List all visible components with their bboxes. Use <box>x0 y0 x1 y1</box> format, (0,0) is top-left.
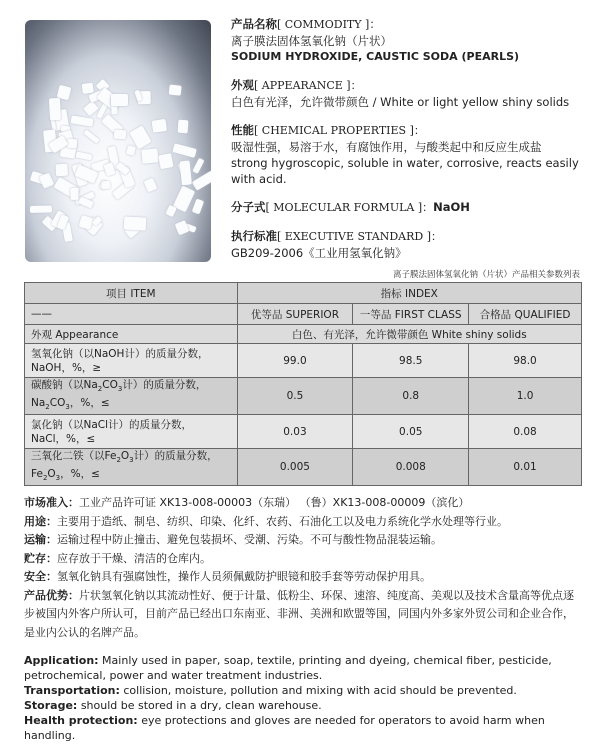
fe2o3-sub: 3 <box>129 456 134 465</box>
appearance-label-zh: 外观 <box>231 78 254 92</box>
flake-shape <box>70 188 79 201</box>
nacl-label-line1: 氯化钠（以NaCl计）的质量分数， <box>31 418 193 431</box>
fe2o3-sub: 2 <box>42 474 48 483</box>
appearance-label: 外观 Appearance <box>25 325 238 344</box>
naoh-qualified: 98.0 <box>469 344 582 378</box>
advantage-line <box>24 587 584 606</box>
commodity-colon: ： <box>369 17 381 31</box>
table-row <box>25 415 582 449</box>
flake-shape <box>49 98 61 121</box>
use-label: 用途： <box>24 514 57 528</box>
na2co3-label <box>25 378 238 415</box>
table-header-row <box>25 283 582 304</box>
flake-shape <box>192 158 204 174</box>
appearance-label-en: [ APPEARANCE ]： <box>254 79 362 92</box>
flake-shape <box>30 206 52 213</box>
fe2o3-first: 0.008 <box>353 449 469 486</box>
storage-line <box>24 550 584 569</box>
na2co3-sub: 2 <box>97 385 103 394</box>
na2co3-qualified: 1.0 <box>469 378 582 415</box>
flake-shape <box>70 115 93 127</box>
fe2o3-sub: 2 <box>116 456 121 465</box>
flake-shape <box>175 220 190 235</box>
na2co3-sub: 3 <box>65 403 70 412</box>
fe2o3-text: 计）的质量分数， <box>133 450 218 463</box>
na2co3-text: CO <box>102 379 118 391</box>
market-access-line <box>24 494 584 513</box>
appearance-row-value: 白色、有光泽，允许微带颜色 White shiny solids <box>237 325 581 344</box>
product-info <box>231 16 591 273</box>
fe2o3-text: O <box>47 468 56 481</box>
chemical-properties-block <box>231 122 591 187</box>
flake-shape <box>81 83 94 95</box>
transportation-line <box>24 683 584 698</box>
na2co3-text: CO <box>49 397 66 410</box>
naoh-superior: 99.0 <box>237 344 353 378</box>
table-row <box>25 449 582 486</box>
safety-line <box>24 568 584 587</box>
flake-shape <box>192 199 205 215</box>
naoh-first: 98.5 <box>353 344 469 378</box>
naoh-label <box>25 344 238 378</box>
chem-value-zh: 吸湿性强，易溶于水，有腐蚀作用，与酸类起中和反应生成盐 <box>231 140 542 154</box>
advantage-label: 产品优势： <box>24 588 79 602</box>
application-line <box>24 653 584 683</box>
product-name-en: SODIUM HYDROXIDE, CAUSTIC SODA (PEARLS) <box>231 50 520 63</box>
notes-zh <box>24 494 584 642</box>
fe2o3-sub: 3 <box>55 474 61 483</box>
item-header: 项目 ITEM <box>25 283 238 304</box>
flake-shape <box>111 94 128 106</box>
flake-shape <box>114 129 127 139</box>
flake-shape <box>101 180 111 189</box>
nacl-label-line2: NaCl，%，≤ <box>31 432 96 445</box>
nacl-qualified: 0.08 <box>469 415 582 449</box>
flake-shape <box>124 216 146 230</box>
flake-shape <box>165 205 177 218</box>
standard-block <box>231 228 591 261</box>
transportation-value: collision, moisture, pollution and mixing with acid should be prevented. <box>119 684 517 697</box>
flake-shape <box>169 85 182 96</box>
storage-en-value: should be stored in a dry, clean warehouse. <box>77 699 322 712</box>
na2co3-sub: 2 <box>45 403 50 412</box>
index-header: 指标 INDEX <box>237 283 581 304</box>
transport-value: 运输过程中防止撞击、避免包装损坏、受潮、污染。不可与酸性物品混装运输。 <box>57 533 442 546</box>
qualified-header: 合格品 QUALIFIED <box>469 304 582 325</box>
health-label: Health protection: <box>24 714 138 727</box>
commodity-label-zh: 产品名称 <box>231 17 277 31</box>
na2co3-text: ，%，≤ <box>69 397 110 410</box>
formula-label-en: [ MOLECULAR FORMULA ]： <box>265 201 434 214</box>
grade-header-row <box>25 304 582 325</box>
use-line <box>24 513 584 532</box>
caustic-soda-flakes-photo <box>25 20 211 262</box>
fe2o3-qualified: 0.01 <box>469 449 582 486</box>
appearance-row <box>25 325 582 344</box>
advantage-value-1: 片状氢氧化钠以其流动性好、便于计量、低粉尘、环保、速溶、纯度高、美观以及技术含量高等优点逐 <box>79 588 574 602</box>
application-value: Mainly used in paper, soap, textile, printing and dyeing, chemical fiber, pesticide, petrochemical, power and water treatment industries. <box>24 654 552 682</box>
chem-label-zh: 性能 <box>231 123 254 137</box>
naoh-label-line2: NaOH，%，≥ <box>31 361 102 374</box>
na2co3-text: Na <box>31 397 46 410</box>
standard-label-en: [ EXECUTIVE STANDARD ]： <box>277 230 443 243</box>
fe2o3-text: O <box>120 450 130 463</box>
fe2o3-superior: 0.005 <box>237 449 353 486</box>
superior-header: 优等品 SUPERIOR <box>237 304 353 325</box>
flake-shape <box>192 170 211 191</box>
commodity-block <box>231 16 591 65</box>
flake-shape <box>83 100 99 116</box>
market-value: 工业产品许可证 XK13-008-00003（东瑞） （鲁）XK13-008-00009（滨化） <box>79 496 470 509</box>
flake-shape <box>84 129 101 144</box>
safety-value: 氢氧化钠具有强腐蚀性，操作人员须佩戴防护眼镜和胶手套等劳动保护用具。 <box>57 570 431 583</box>
health-line <box>24 713 584 743</box>
table-row <box>25 344 582 378</box>
fe2o3-text: ，%，≤ <box>60 468 100 481</box>
storage-en-line <box>24 698 584 713</box>
market-label: 市场准入： <box>24 496 79 509</box>
spec-table <box>24 282 582 486</box>
fe2o3-label <box>25 449 238 486</box>
transport-line <box>24 531 584 550</box>
flake-shape <box>39 172 54 188</box>
flake-shape <box>126 145 136 155</box>
storage-en-label: Storage: <box>24 699 78 712</box>
nacl-label <box>25 415 238 449</box>
commodity-label-en: [ COMMODITY ] <box>277 18 370 31</box>
chem-label-en: [ CHEMICAL PROPERTIES ]： <box>254 124 425 137</box>
na2co3-sub: 3 <box>117 385 123 394</box>
appearance-block <box>231 77 591 110</box>
flake-shape <box>159 153 174 169</box>
first-class-header: 一等品 FIRST CLASS <box>353 304 469 325</box>
advantage-value-2: 步被国内外客户所认可，目前产品已经出口东南亚、非洲、美洲和欧盟等国，同国内外多家外贸公司和企业合作， <box>24 607 574 620</box>
fe2o3-text: Fe <box>31 468 43 481</box>
advantage-value-3: 是业内公认的名牌产品。 <box>24 625 145 639</box>
use-value: 主要用于造纸、制皂、纺织、印染、化纤、农药、石油化工以及电力系统化学水处理等行业。 <box>57 514 508 528</box>
na2co3-first: 0.8 <box>353 378 469 415</box>
naoh-label-line1: 氢氧化钠（以NaOH计）的质量分数， <box>31 347 209 360</box>
storage-value: 应存放于干燥、清洁的仓库内。 <box>57 551 211 565</box>
standard-label-zh: 执行标准 <box>231 229 277 243</box>
application-label: Application: <box>24 654 99 667</box>
flake-shape <box>177 119 188 133</box>
appearance-value: 白色有光泽，允许微带颜色 / White or light yellow shiny solids <box>231 95 570 109</box>
na2co3-text: 计）的质量分数， <box>122 379 207 391</box>
flake-shape <box>151 119 167 133</box>
table-row <box>25 378 582 415</box>
formula-block <box>231 199 591 216</box>
flake-shape <box>180 161 192 186</box>
chem-value-en: strong hygroscopic, soluble in water, corrosive, reacts easily with acid. <box>231 156 579 186</box>
safety-label: 安全： <box>24 570 57 583</box>
fe2o3-text: 三氧化二铁（以Fe <box>31 450 117 463</box>
health-value: eye protections and gloves are needed for operators to avoid harm when handling. <box>24 714 545 742</box>
formula-value: NaOH <box>433 200 470 214</box>
transport-label: 运输： <box>24 533 57 546</box>
notes-en <box>24 653 584 743</box>
flake-shape <box>141 148 158 164</box>
product-name-zh: 离子膜法固体氢氧化钠（片状） <box>231 34 392 48</box>
nacl-superior: 0.03 <box>237 415 353 449</box>
flake-shape <box>56 164 68 176</box>
flake-shape <box>76 152 93 160</box>
standard-value: GB209-2006《工业用氢氧化钠》 <box>231 246 407 260</box>
na2co3-superior: 0.5 <box>237 378 353 415</box>
dash-cell: —— <box>25 304 238 325</box>
storage-label: 贮存： <box>24 551 57 565</box>
transportation-label: Transportation: <box>24 684 120 697</box>
flake-shape <box>143 177 157 192</box>
flake-shape <box>172 143 196 158</box>
table-caption: 离子膜法固体氢氧化钠（片状）产品相关参数列表 <box>392 270 580 280</box>
na2co3-text: 碳酸钠（以Na <box>31 379 98 391</box>
nacl-first: 0.05 <box>353 415 469 449</box>
formula-label-zh: 分子式 <box>231 200 266 214</box>
